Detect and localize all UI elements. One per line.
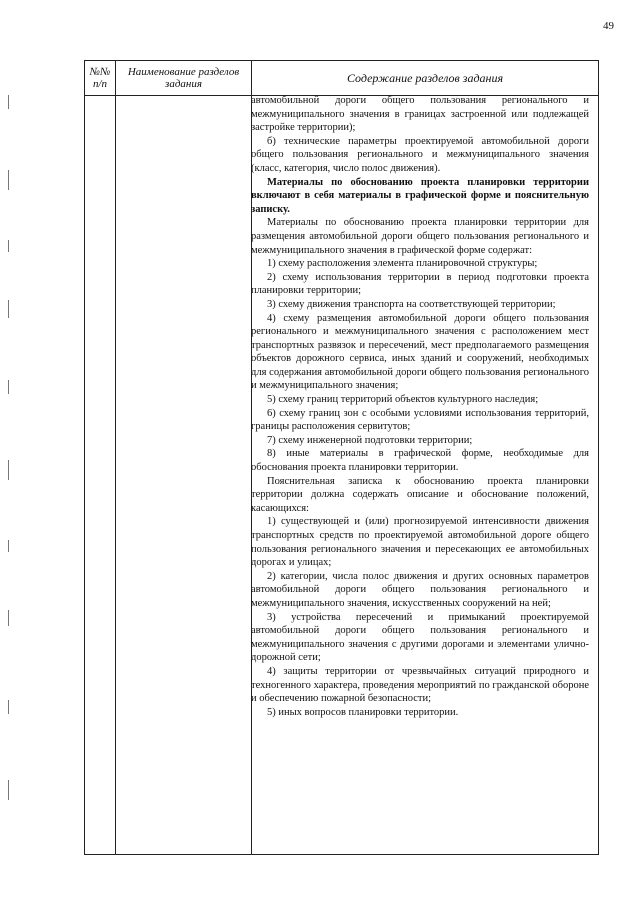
content-paragraph: 2) категории, числа полос движения и других основных параметров автомобильной дороги общего пользования регионального и межмуниципального значения, искусственных сооружений на ней; [251,570,589,609]
content-paragraph: 5) схему границ территорий объектов культурного наследия; [267,394,539,406]
header-col-number: №№ п/п [89,66,111,90]
content-paragraph: Материалы по обоснованию проекта планировки территории включают в себя материалы в графической форме и пояснительную записку. [251,176,589,215]
page-number: 49 [603,20,614,32]
binding-margin [0,0,14,905]
content-paragraph: б) технические параметры проектируемой автомобильной дороги общего пользования регионального и межмуниципального значения (класс, категория, число полос движения). [251,135,589,174]
content-paragraph: 2) схему использования территории в период подготовки проекта планировки территории; [251,271,589,297]
content-paragraph: 4) защиты территории от чрезвычайных ситуаций природного и техногенного характера, проведения мероприятий по гражданской обороне и обеспечению пожарной безопасности; [251,665,589,705]
header-col-name: Наименование разделов задания [127,66,240,90]
header-col-content: Содержание разделов задания [346,71,504,85]
content-paragraph: 8) иные материалы в графической форме, необходимые для обоснования проекта планировки территории. [251,448,589,474]
content-paragraph: 3) схему движения транспорта на соответствующей территории; [267,298,556,310]
column-divider [115,61,116,854]
content-paragraph: 1) схему расположения элемента планировочной структуры; [267,258,538,270]
content-paragraph: Материалы по обоснованию проекта планировки территории для размещения автомобильной дороги общего пользования регионального и межмуниципального значения в графической форме содержат: [251,217,589,256]
content-paragraph: 1) существующей и (или) прогнозируемой интенсивности движения транспортных средств по проектируемой автомобильной дороге общего пользования регионального значения и пересекающих ее автомобильных дорогах и улицах; [251,516,589,569]
content-paragraph: 3) устройства пересечений и примыканий проектируемой автомобильной дороги общего пользования регионального и межмуниципального значения с другими дорогами и элементами улично-дорожной сети; [251,611,589,664]
content-paragraph: 5) иных вопросов планировки территории. [267,706,459,718]
content-paragraph: 7) схему инженерной подготовки территории; [267,434,473,446]
section-content [251,94,589,719]
content-paragraph: 6) схему границ зон с особыми условиями использования территорий, границы расположения сервитутов; [251,407,589,433]
content-paragraph: Пояснительная записка к обоснованию проекта планировки территории должна содержать описание и обоснование положений, касающихся: [251,475,589,514]
content-paragraph: 4) схему размещения автомобильной дороги общего пользования регионального и межмуниципального значения с расположением мест транспортных развязок и пересечений, мест предполагаемого размещения объектов дорожного сервиса, иных зданий и сооружений, необходимых для содержания автомобильной дороги общего пользования регионального и межмуниципального значения; [251,312,589,392]
content-paragraph: автомобильной дороги общего пользования регионального и межмуниципального значения в границах застроенной или подлежащей застройке территории); [251,95,589,134]
